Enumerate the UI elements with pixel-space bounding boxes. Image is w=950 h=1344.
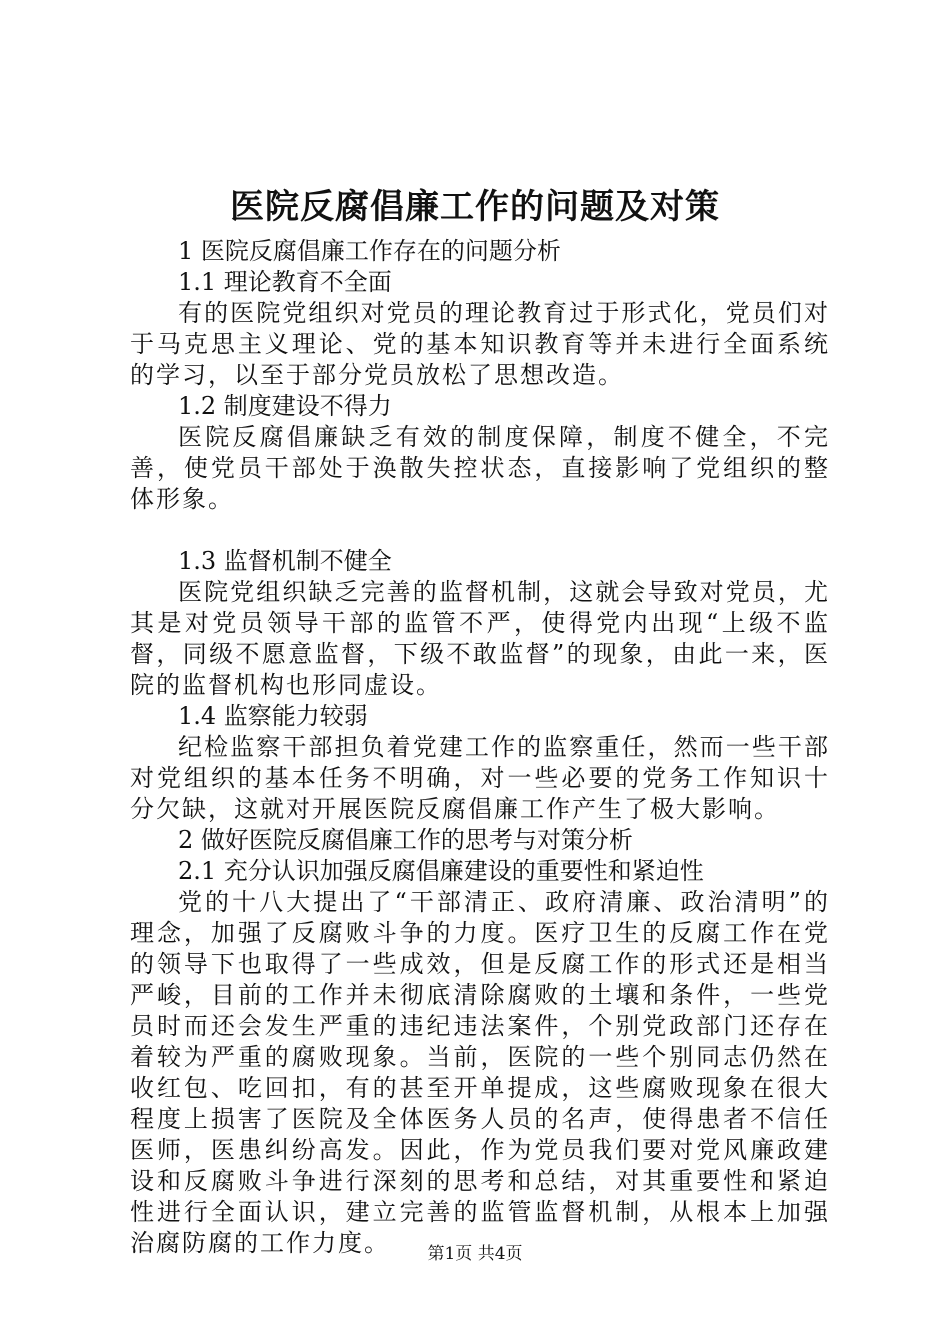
page-footer: 第1页 共4页 [427, 1244, 523, 1264]
section-heading-1-4: 1.4 监察能力较弱 [178, 702, 368, 730]
paragraph-1-1: 有的医院党组织对党员的理论教育过于形式化，党员们对于马克思主义理论、党的基本知识教育等并未进行全面系统的学习，以至于部分党员放松了思想改造。 [130, 299, 830, 389]
section-heading-1-1: 1.1 理论教育不全面 [178, 268, 392, 296]
document-title: 医院反腐倡廉工作的问题及对策 [230, 187, 720, 227]
section-heading-1: 1 医院反腐倡廉工作存在的问题分析 [178, 237, 561, 265]
paragraph-1-4: 纪检监察干部担负着党建工作的监察重任，然而一些干部对党组织的基本任务不明确，对一些必要的党务工作知识十分欠缺，这就对开展医院反腐倡廉工作产生了极大影响。 [130, 733, 830, 823]
section-heading-1-3: 1.3 监督机制不健全 [178, 547, 392, 575]
blank-line [130, 515, 830, 546]
document-body [130, 236, 830, 1259]
section-heading-2: 2 做好医院反腐倡廉工作的思考与对策分析 [178, 826, 633, 854]
section-heading-2-1: 2.1 充分认识加强反腐倡廉建设的重要性和紧迫性 [178, 857, 704, 885]
section-heading-1-2: 1.2 制度建设不得力 [178, 392, 392, 420]
paragraph-1-3: 医院党组织缺乏完善的监督机制，这就会导致对党员，尤其是对党员领导干部的监管不严，使得党内出现“上级不监督，同级不愿意监督，下级不敢监督”的现象，由此一来，医院的监督机构也形同虚设。 [130, 578, 830, 699]
paragraph-2-1: 党的十八大提出了“干部清正、政府清廉、政治清明”的理念，加强了反腐败斗争的力度。医疗卫生的反腐工作在党的领导下也取得了一些成效，但是反腐工作的形式还是相当严峻，目前的工作并未彻底清除腐败的土壤和条件，一些党员时而还会发生严重的违纪违法案件，个别党政部门还存在着较为严重的腐败现象。当前，医院的一些个别同志仍然在收红包、吃回扣，有的甚至开单提成，这些腐败现象在很大程度上损害了医院及全体医务人员的名声，使得患者不信任医师，医患纠纷高发。因此，作为党员我们要对党风廉政建设和反腐败斗争进行深刻的思考和总结，对其重要性和紧迫性进行全面认识，建立完善的监管监督机制，从根本上加强治腐防腐的工作力度。 [130, 888, 830, 1257]
paragraph-1-2: 医院反腐倡廉缺乏有效的制度保障，制度不健全，不完善，使党员干部处于涣散失控状态，直接影响了党组织的整体形象。 [130, 423, 830, 513]
